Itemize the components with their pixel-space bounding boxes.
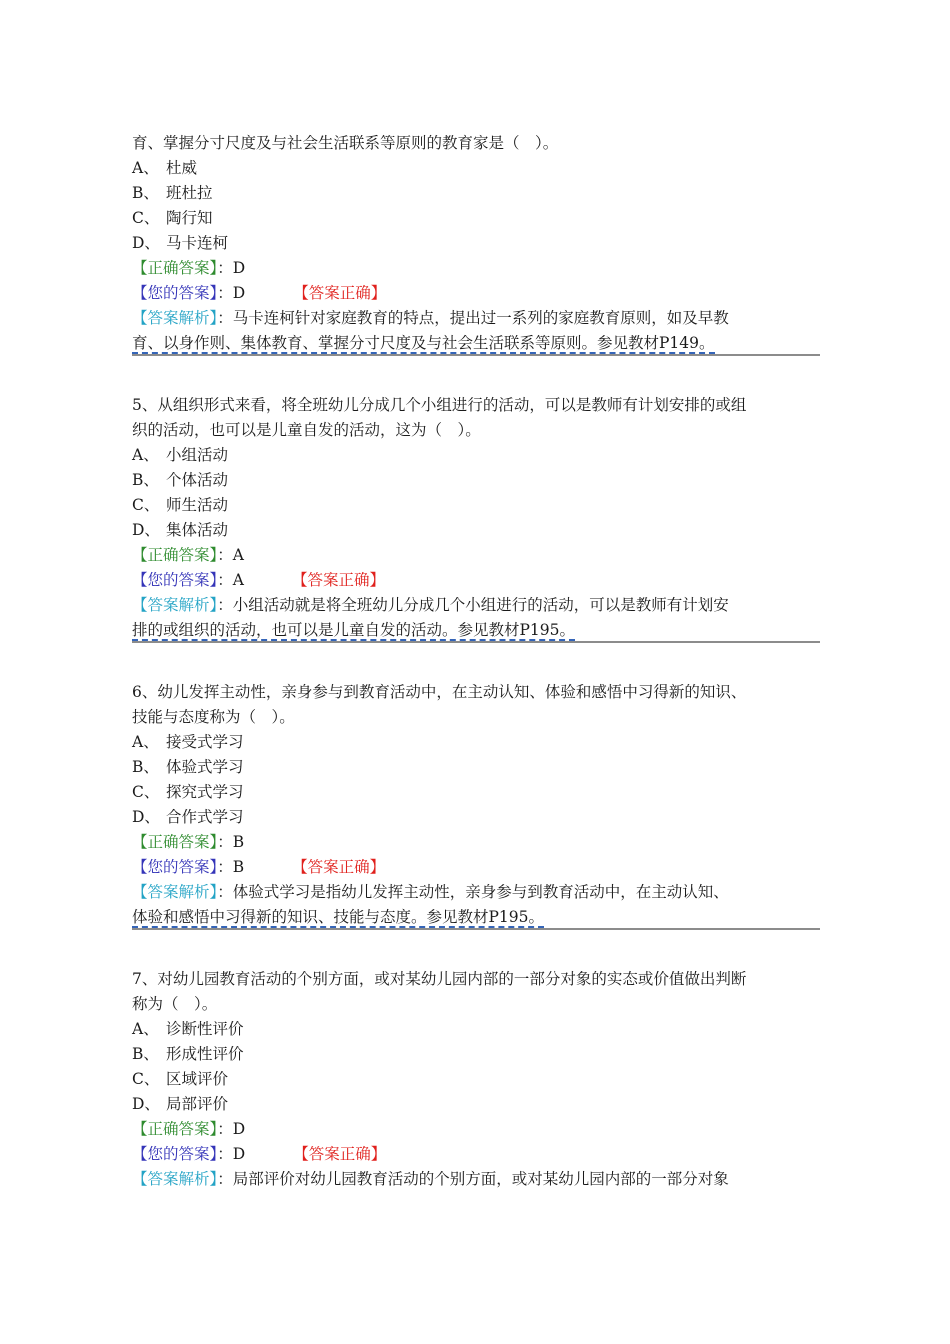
question-6	[132, 680, 802, 930]
explanation-text: 体验式学习是指幼儿发挥主动性，亲身参与到教育活动中，在主动认知、	[232, 883, 729, 901]
explanation-label: 【答案解析】	[132, 883, 218, 901]
explanation-row: 【答案解析】：小组活动就是将全班幼儿分成几个小组进行的活动，可以是教师有计划安	[132, 596, 729, 614]
question-stem-cont: 技能与态度称为（ ）。	[132, 708, 295, 726]
option-a: A、 杜威	[132, 159, 198, 177]
explanation-text: 局部评价对幼儿园教育活动的个别方面，或对某幼儿园内部的一部分对象	[232, 1170, 729, 1188]
explanation-label: 【答案解析】	[132, 596, 218, 614]
correct-answer-value: A	[232, 546, 244, 564]
your-answer-row: 【您的答案】：A 【答案正确】	[132, 571, 385, 589]
option-c: C、 陶行知	[132, 209, 213, 227]
verdict-badge: 【答案正确】	[292, 858, 386, 876]
correct-answer-row: 【正确答案】：D	[132, 1120, 246, 1138]
option-d: D、 集体活动	[132, 521, 229, 539]
explanation-text-cont: 体验和感悟中习得新的知识、技能与态度。参见教材P195。	[132, 908, 545, 926]
explanation-row: 【答案解析】：体验式学习是指幼儿发挥主动性，亲身参与到教育活动中，在主动认知、	[132, 883, 729, 901]
your-answer-row: 【您的答案】：D 【答案正确】	[132, 284, 387, 302]
question-stem: 育、掌握分寸尺度及与社会生活联系等原则的教育家是（ ）。	[132, 134, 559, 152]
verdict-badge: 【答案正确】	[293, 1145, 387, 1163]
option-c: C、 区域评价	[132, 1070, 229, 1088]
your-answer-label: 【您的答案】	[132, 284, 218, 302]
correct-answer-label: 【正确答案】	[132, 259, 218, 277]
divider	[132, 928, 820, 930]
explanation-row: 【答案解析】：马卡连柯针对家庭教育的特点，提出过一系列的家庭教育原则，如及早教	[132, 309, 729, 327]
correct-answer-label: 【正确答案】	[132, 546, 218, 564]
option-a: A、 接受式学习	[132, 733, 244, 751]
option-d: D、 马卡连柯	[132, 234, 229, 252]
question-5	[132, 393, 802, 643]
option-b: B、 个体活动	[132, 471, 229, 489]
option-a: A、 诊断性评价	[132, 1020, 244, 1038]
option-b: B、 体验式学习	[132, 758, 244, 776]
your-answer-label: 【您的答案】	[132, 858, 218, 876]
explanation-text-cont: 育、以身作则、集体教育、掌握分寸尺度及与社会生活联系等原则。参见教材P149。	[132, 334, 715, 352]
your-answer-row: 【您的答案】：D 【答案正确】	[132, 1145, 387, 1163]
divider	[132, 354, 820, 356]
option-c: C、 师生活动	[132, 496, 229, 514]
question-stem: 6、幼儿发挥主动性，亲身参与到教育活动中，在主动认知、体验和感悟中习得新的知识、	[132, 683, 747, 701]
your-answer-label: 【您的答案】	[132, 1145, 218, 1163]
correct-answer-value: D	[232, 1120, 246, 1138]
your-answer-row: 【您的答案】：B 【答案正确】	[132, 858, 386, 876]
correct-answer-row: 【正确答案】：D	[132, 259, 246, 277]
question-4	[132, 131, 802, 356]
explanation-label: 【答案解析】	[132, 309, 218, 327]
your-answer-label: 【您的答案】	[132, 571, 218, 589]
option-b: B、 班杜拉	[132, 184, 213, 202]
divider	[132, 641, 820, 643]
your-answer-value: D	[232, 284, 246, 302]
correct-answer-label: 【正确答案】	[132, 1120, 218, 1138]
option-c: C、 探究式学习	[132, 783, 244, 801]
correct-answer-row: 【正确答案】：A	[132, 546, 244, 564]
your-answer-value: A	[232, 571, 244, 589]
question-stem-cont: 织的活动，也可以是儿童自发的活动，这为（ ）。	[132, 421, 481, 439]
option-d: D、 局部评价	[132, 1095, 229, 1113]
correct-answer-value: B	[232, 833, 245, 851]
explanation-text: 马卡连柯针对家庭教育的特点，提出过一系列的家庭教育原则，如及早教	[232, 309, 729, 327]
your-answer-value: B	[232, 858, 245, 876]
option-b: B、 形成性评价	[132, 1045, 244, 1063]
correct-answer-value: D	[232, 259, 246, 277]
option-a: A、 小组活动	[132, 446, 229, 464]
question-stem: 7、对幼儿园教育活动的个别方面，或对某幼儿园内部的一部分对象的实态或价值做出判断	[132, 970, 747, 988]
explanation-row: 【答案解析】：局部评价对幼儿园教育活动的个别方面，或对某幼儿园内部的一部分对象	[132, 1170, 729, 1188]
question-7	[132, 967, 802, 1192]
explanation-label: 【答案解析】	[132, 1170, 218, 1188]
correct-answer-row: 【正确答案】：B	[132, 833, 245, 851]
verdict-badge: 【答案正确】	[291, 571, 385, 589]
question-stem: 5、从组织形式来看，将全班幼儿分成几个小组进行的活动，可以是教师有计划安排的或组	[132, 396, 747, 414]
explanation-text: 小组活动就是将全班幼儿分成几个小组进行的活动，可以是教师有计划安	[232, 596, 729, 614]
verdict-badge: 【答案正确】	[293, 284, 387, 302]
explanation-text-cont: 排的或组织的活动，也可以是儿童自发的活动。参见教材P195。	[132, 621, 576, 639]
your-answer-value: D	[232, 1145, 246, 1163]
question-stem-cont: 称为（ ）。	[132, 995, 218, 1013]
option-d: D、 合作式学习	[132, 808, 244, 826]
correct-answer-label: 【正确答案】	[132, 833, 218, 851]
